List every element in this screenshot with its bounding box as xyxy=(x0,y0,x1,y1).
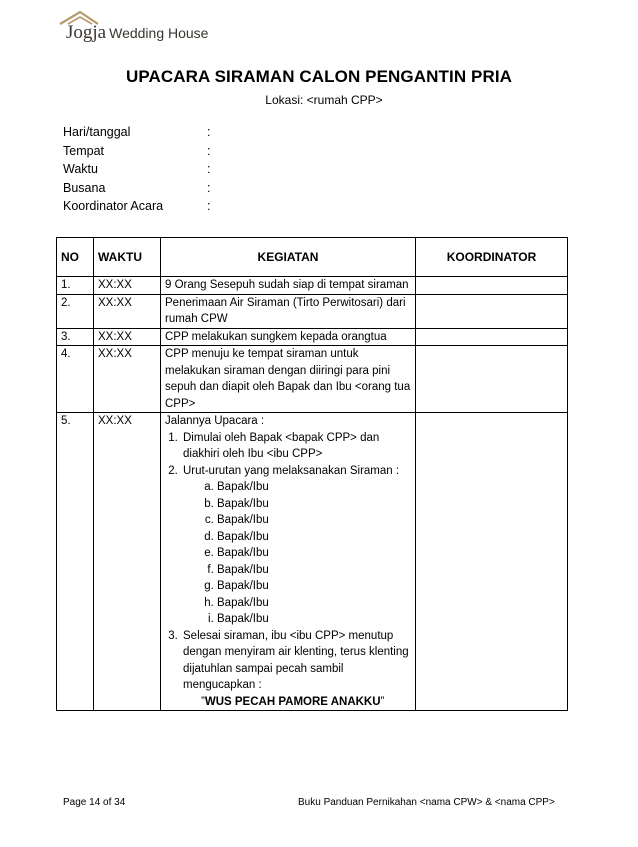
row-koordinator xyxy=(416,346,568,413)
info-label: Waktu xyxy=(63,162,98,176)
schedule-table xyxy=(56,237,568,711)
row-koordinator xyxy=(416,413,568,711)
table-row xyxy=(57,328,568,346)
procession-intro: Jalannya Upacara : xyxy=(165,415,265,427)
info-label: Hari/tanggal xyxy=(63,125,131,139)
row-no: 1. xyxy=(57,277,94,295)
procession-steps xyxy=(165,430,411,711)
participant-item: e. Bapak/Ibu xyxy=(217,545,411,562)
closing-quote xyxy=(183,694,411,711)
table-row xyxy=(57,413,568,711)
info-row xyxy=(63,162,217,181)
location-line: Lokasi: <rumah CPP> xyxy=(265,93,383,107)
info-label: Tempat xyxy=(63,143,104,158)
info-colon: : xyxy=(207,162,211,176)
info-colon: : xyxy=(207,125,211,139)
quote-open: ” xyxy=(201,695,205,708)
row-waktu: XX:XX xyxy=(94,294,161,328)
table-row xyxy=(57,294,568,328)
page-title: UPACARA SIRAMAN CALON PENGANTIN PRIA xyxy=(125,67,513,86)
row-kegiatan xyxy=(161,413,416,711)
logo xyxy=(58,8,228,48)
participant-item: i. Bapak/Ibu xyxy=(217,611,411,628)
info-label: Busana xyxy=(63,180,106,195)
table-row xyxy=(57,346,568,413)
participant-item: f. Bapak/Ibu xyxy=(217,562,411,579)
row-koordinator xyxy=(416,277,568,295)
quote-close: ” xyxy=(380,695,385,708)
table-header-row xyxy=(57,238,568,277)
row-kegiatan: CPP melakukan sungkem kepada orangtua xyxy=(161,328,416,346)
info-row xyxy=(63,144,217,163)
row-no: 4. xyxy=(57,346,94,413)
info-row xyxy=(63,125,217,144)
header-kegiatan: KEGIATAN xyxy=(161,238,416,277)
header-waktu: WAKTU xyxy=(94,238,161,277)
participant-item: h. Bapak/Ibu xyxy=(217,595,411,612)
info-colon: : xyxy=(207,143,211,158)
footer-book-title: Buku Panduan Pernikahan <nama CPW> & <nama CPP> xyxy=(298,797,555,808)
row-waktu: XX:XX xyxy=(94,346,161,413)
row-waktu: XX:XX xyxy=(94,277,161,295)
row-no: 3. xyxy=(57,328,94,346)
step-2 xyxy=(181,463,411,628)
logo-text xyxy=(66,22,208,44)
info-row xyxy=(63,181,217,200)
row-waktu: XX:XX xyxy=(94,413,161,711)
participant-item: b. Bapak/Ibu xyxy=(217,496,411,513)
quote-text: WUS PECAH PAMORE ANAKKU xyxy=(204,695,381,708)
row-kegiatan: 9 Orang Sesepuh sudah siap di tempat siraman xyxy=(161,277,416,295)
step-3-text: Selesai siraman, ibu <ibu CPP> menutup dengan menyiram air klenting, terus klenting dijatuhlan sampai pecah sambil mengucapkan : xyxy=(183,629,409,691)
info-block xyxy=(63,125,217,218)
row-no: 2. xyxy=(57,294,94,328)
info-colon: : xyxy=(207,199,211,213)
step-1-text: Dimulai oleh Bapak <bapak CPP> dan diakhiri oleh Ibu <ibu CPP> xyxy=(183,431,380,460)
step-2-text: Urut-urutan yang melaksanakan Siraman : xyxy=(183,464,400,477)
row-koordinator xyxy=(416,328,568,346)
participant-item: c. Bapak/Ibu xyxy=(217,512,411,529)
info-colon: : xyxy=(207,180,211,195)
page-number: Page 14 of 34 xyxy=(63,797,126,808)
step-1 xyxy=(181,430,411,463)
participant-item: g. Bapak/Ibu xyxy=(217,578,411,595)
header-no: NO xyxy=(57,238,94,277)
logo-main: Jogja xyxy=(66,22,107,43)
table-row xyxy=(57,277,568,295)
row-kegiatan: Penerimaan Air Siraman (Tirto Perwitosari) dari rumah CPW xyxy=(161,294,416,328)
info-row xyxy=(63,199,217,218)
participant-item: d. Bapak/Ibu xyxy=(217,529,411,546)
participant-list xyxy=(183,479,411,628)
row-waktu: XX:XX xyxy=(94,328,161,346)
row-koordinator xyxy=(416,294,568,328)
info-label: Koordinator Acara xyxy=(63,199,164,213)
row-kegiatan: CPP menuju ke tempat siraman untuk melakukan siraman dengan diiringi para pini sepuh dan diapit oleh Bapak dan Ibu <orang tua CPP> xyxy=(161,346,416,413)
participant-item: a. Bapak/Ibu xyxy=(217,479,411,496)
step-3 xyxy=(181,628,411,711)
row-no: 5. xyxy=(57,413,94,711)
logo-sub: Wedding House xyxy=(109,25,209,41)
header-koordinator: KOORDINATOR xyxy=(416,238,568,277)
